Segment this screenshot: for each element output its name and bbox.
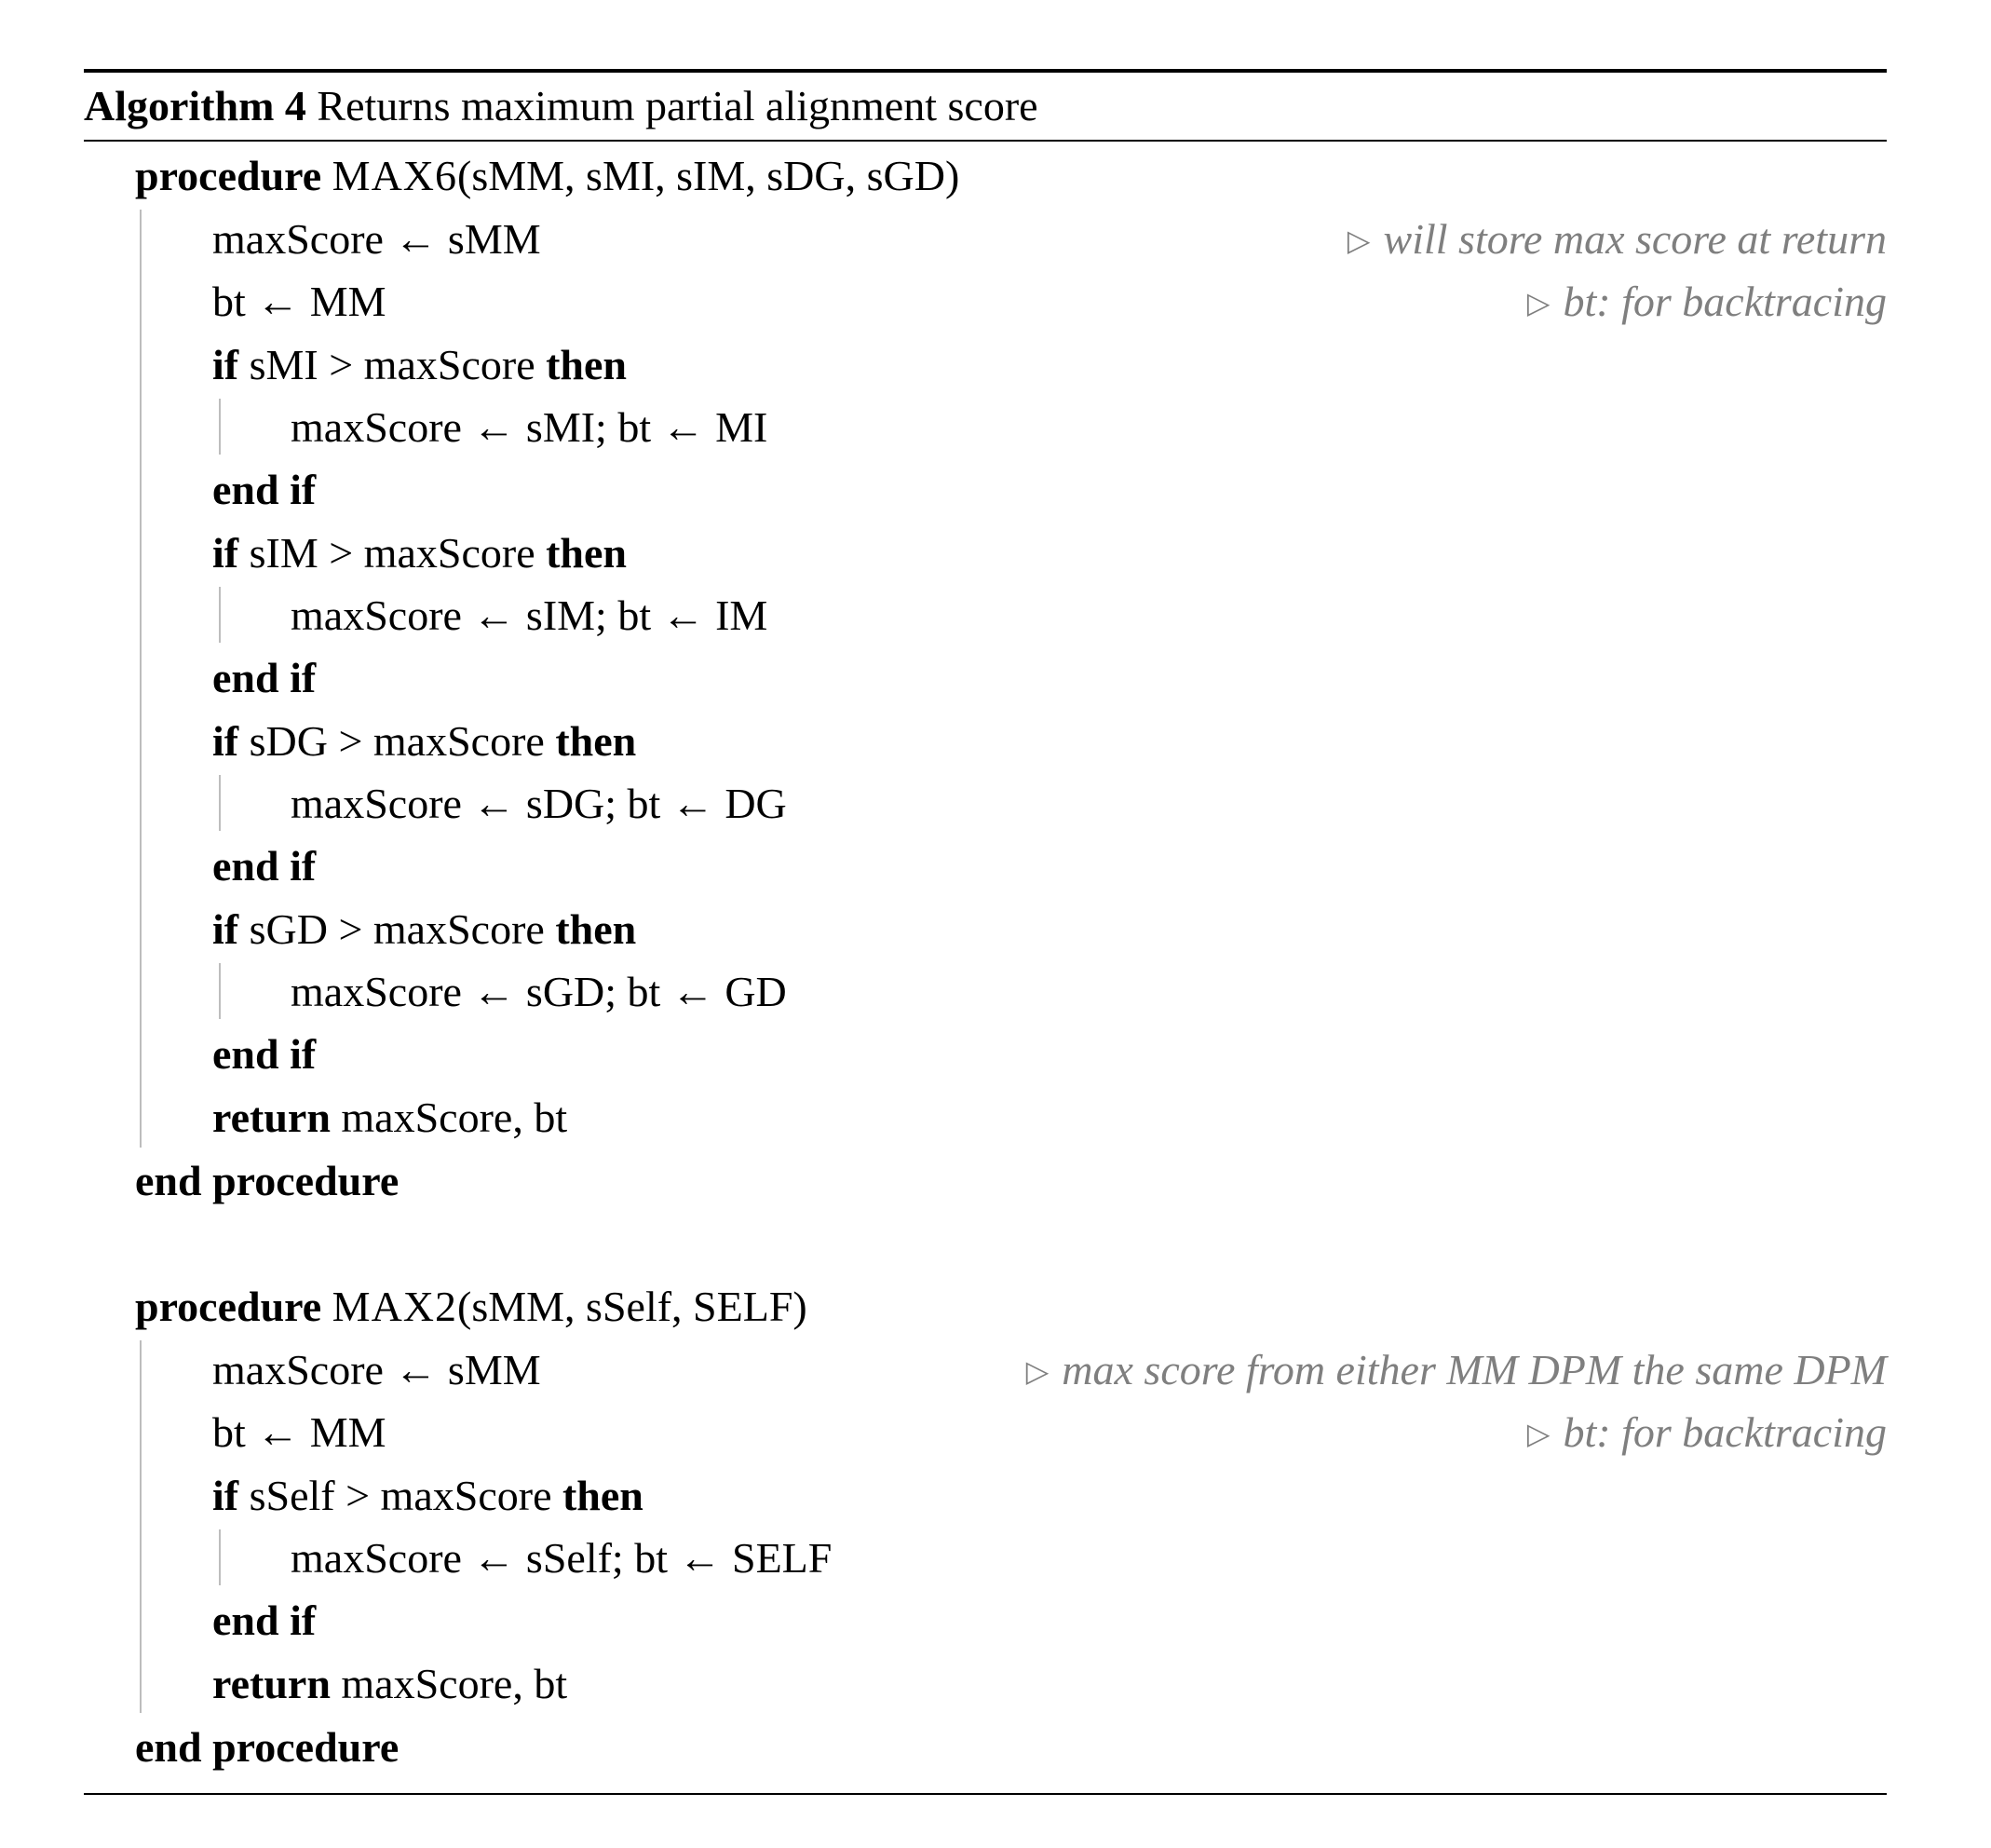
end-if: end if xyxy=(212,1597,317,1644)
comment-triangle-icon: ▷ xyxy=(1347,224,1371,257)
return-values: maxScore, bt xyxy=(341,1094,568,1141)
code-line: maxScore ← sMM xyxy=(212,1346,541,1393)
code-comment xyxy=(1348,208,1887,270)
if-line xyxy=(212,522,627,584)
comment-triangle-icon: ▷ xyxy=(1025,1354,1050,1388)
condition: sMI > maxScore xyxy=(249,341,535,388)
comment-text: bt: for backtracing xyxy=(1563,278,1887,325)
algorithm-label: Algorithm 4 xyxy=(84,82,306,129)
return-keyword: return xyxy=(212,1660,331,1707)
if-line xyxy=(212,710,636,772)
if-line xyxy=(212,333,627,396)
end-if: end if xyxy=(212,842,317,890)
algorithm-title: Returns maximum partial alignment score xyxy=(317,82,1038,129)
code-line: bt ← MM xyxy=(212,278,386,325)
condition: sDG > maxScore xyxy=(249,717,545,765)
procedure-name: MAX6 xyxy=(332,152,458,199)
if-keyword: if xyxy=(212,341,239,388)
code-comment xyxy=(1527,1401,1887,1463)
then-keyword: then xyxy=(546,529,628,577)
procedure-name: MAX2 xyxy=(332,1283,458,1330)
indent-guide-max2 xyxy=(140,1340,142,1713)
indent-guide-max6 xyxy=(140,210,142,1148)
condition: sSelf > maxScore xyxy=(249,1472,552,1519)
end-procedure: end procedure xyxy=(135,1723,400,1771)
code-line: maxScore ← sGD; bt ← GD xyxy=(291,968,787,1015)
procedure-params: (sMM, sMI, sIM, sDG, sGD) xyxy=(457,152,960,199)
code-comment xyxy=(1527,270,1887,333)
condition: sIM > maxScore xyxy=(249,529,535,577)
then-keyword: then xyxy=(555,905,637,953)
caption-rule xyxy=(84,140,1887,142)
end-if: end if xyxy=(212,654,317,701)
comment-triangle-icon: ▷ xyxy=(1526,286,1551,319)
return-values: maxScore, bt xyxy=(341,1660,568,1707)
code-line: maxScore ← sMM xyxy=(212,215,541,263)
code-line: maxScore ← sDG; bt ← DG xyxy=(291,780,787,827)
if-keyword: if xyxy=(212,717,239,765)
indent-guide xyxy=(219,399,221,455)
algorithm-caption xyxy=(84,73,1038,140)
then-keyword: then xyxy=(546,341,628,388)
code-line: maxScore ← sIM; bt ← IM xyxy=(291,591,768,639)
indent-guide xyxy=(219,775,221,831)
procedure-header-max2 xyxy=(135,1275,807,1338)
condition: sGD > maxScore xyxy=(249,905,545,953)
if-keyword: if xyxy=(212,1472,239,1519)
code-line: maxScore ← sSelf; bt ← SELF xyxy=(291,1534,833,1582)
comment-text: bt: for backtracing xyxy=(1563,1408,1887,1456)
procedure-keyword: procedure xyxy=(135,1283,322,1330)
indent-guide xyxy=(219,1529,221,1585)
end-if: end if xyxy=(212,1030,317,1078)
return-line xyxy=(212,1652,567,1715)
comment-triangle-icon: ▷ xyxy=(1526,1417,1551,1450)
then-keyword: then xyxy=(562,1472,643,1519)
comment-text: will store max score at return xyxy=(1383,215,1887,263)
then-keyword: then xyxy=(555,717,637,765)
procedure-header-max6 xyxy=(135,144,959,207)
comment-text: max score from either MM DPM the same DPM xyxy=(1062,1346,1887,1393)
code-line: bt ← MM xyxy=(212,1408,386,1456)
end-procedure: end procedure xyxy=(135,1157,400,1204)
return-line xyxy=(212,1086,567,1148)
indent-guide xyxy=(219,587,221,643)
if-line xyxy=(212,1464,643,1527)
code-comment xyxy=(1026,1338,1887,1401)
code-line: maxScore ← sMI; bt ← MI xyxy=(291,403,768,451)
end-if: end if xyxy=(212,466,317,513)
procedure-params: (sMM, sSelf, SELF) xyxy=(457,1283,807,1330)
bottom-rule xyxy=(84,1793,1887,1795)
procedure-keyword: procedure xyxy=(135,152,322,199)
indent-guide xyxy=(219,963,221,1019)
if-line xyxy=(212,898,636,960)
if-keyword: if xyxy=(212,529,239,577)
if-keyword: if xyxy=(212,905,239,953)
return-keyword: return xyxy=(212,1094,331,1141)
